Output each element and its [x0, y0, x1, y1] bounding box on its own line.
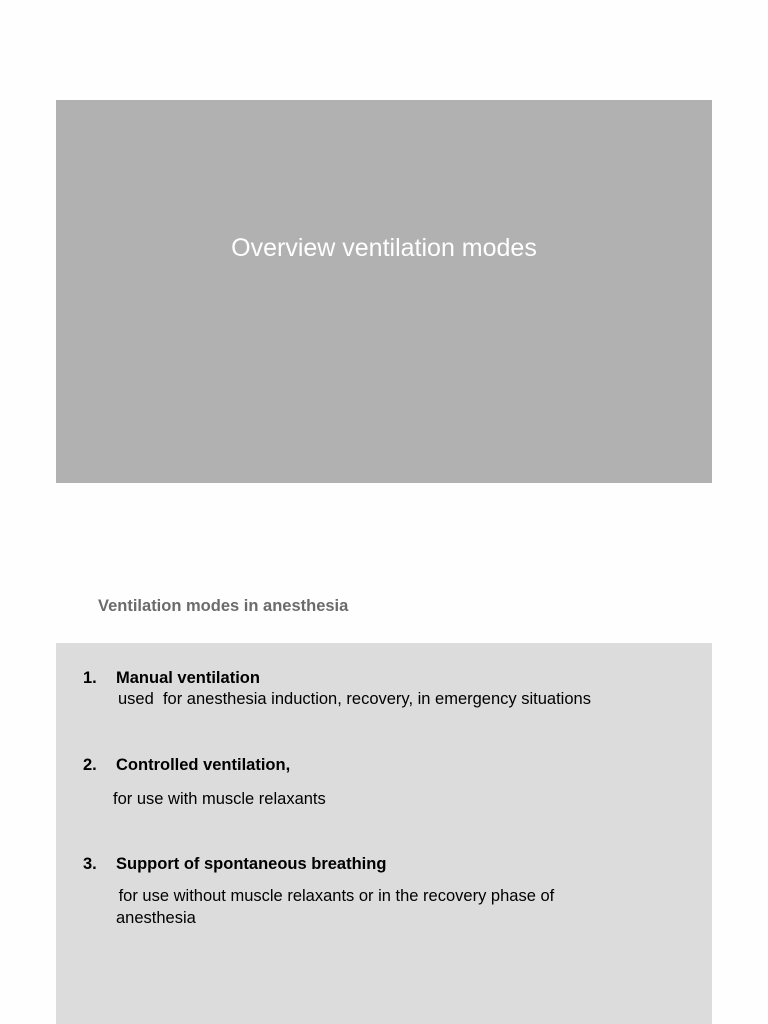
ventilation-modes-list [56, 643, 712, 1024]
list-item-description-line: anesthesia [116, 909, 196, 927]
list-item-title: Support of spontaneous breathing [116, 855, 387, 873]
slide-title: Overview ventilation modes [231, 234, 537, 262]
list-item-title: Controlled ventilation, [116, 756, 291, 774]
title-slide [56, 100, 712, 483]
list-item-number: 1. [83, 669, 97, 687]
list-item-number: 3. [83, 855, 97, 873]
list-item-number: 2. [83, 756, 97, 774]
list-item-title: Manual ventilation [116, 669, 260, 687]
list-item-description-line: for use without muscle relaxants or in the recovery phase of [114, 887, 555, 905]
list-item-description: for use with muscle relaxants [113, 790, 326, 808]
section-heading: Ventilation modes in anesthesia [98, 597, 349, 615]
list-item-description: used for anesthesia induction, recovery, in emergency situations [118, 690, 591, 708]
